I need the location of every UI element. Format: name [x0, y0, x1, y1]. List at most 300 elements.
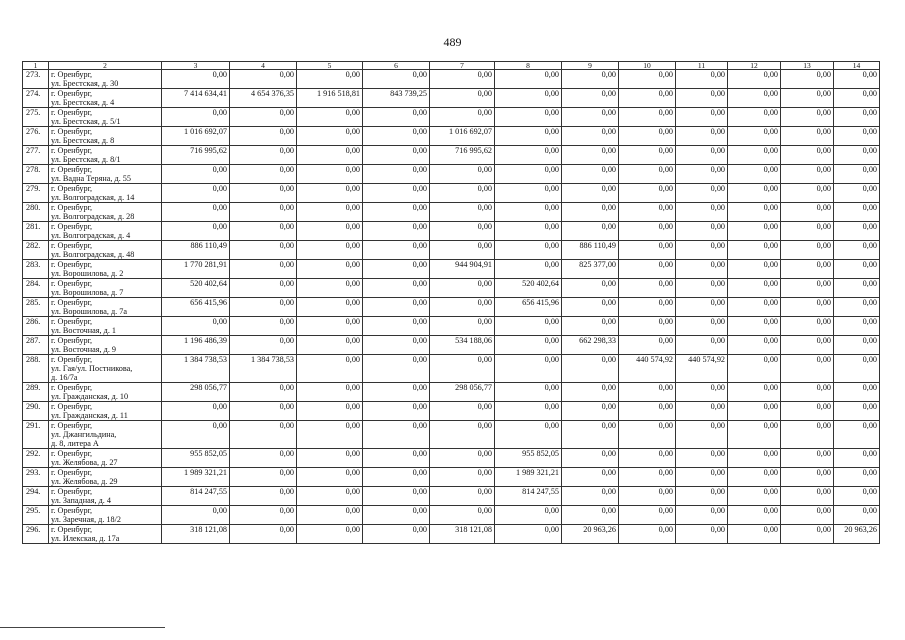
value-cell-col-10: 0,00 [619, 203, 676, 222]
value-cell-col-12: 0,00 [728, 70, 781, 89]
row-number: 278. [23, 165, 49, 184]
column-number-10: 10 [619, 62, 676, 70]
address-line: г. Оренбург, [51, 506, 93, 515]
value-cell-col-6: 0,00 [363, 317, 430, 336]
address-line: ул. Брестская, д. 30 [51, 79, 119, 88]
value-cell-col-11: 440 574,92 [676, 355, 728, 383]
value-cell-col-12: 0,00 [728, 525, 781, 544]
value-cell-col-10: 0,00 [619, 146, 676, 165]
value-cell-col-12: 0,00 [728, 506, 781, 525]
value-cell-col-5: 0,00 [297, 222, 363, 241]
address-line: ул. Восточная, д. 9 [51, 345, 117, 354]
address-cell [49, 89, 162, 108]
value-cell-col-5: 0,00 [297, 317, 363, 336]
value-cell-col-9: 0,00 [562, 222, 619, 241]
value-cell-col-9: 0,00 [562, 184, 619, 203]
value-cell-col-8: 0,00 [495, 402, 562, 421]
value-cell-col-4: 0,00 [230, 146, 297, 165]
address-cell [49, 279, 162, 298]
value-cell-col-13: 0,00 [781, 222, 834, 241]
table-row [23, 146, 880, 165]
value-cell-col-9: 0,00 [562, 89, 619, 108]
value-cell-col-9: 0,00 [562, 468, 619, 487]
address-cell [49, 298, 162, 317]
address-line: г. Оренбург, [51, 279, 93, 288]
address-line: ул. Джангильдина, [51, 430, 117, 439]
value-cell-col-9: 0,00 [562, 506, 619, 525]
value-cell-col-10: 0,00 [619, 487, 676, 506]
value-cell-col-8: 0,00 [495, 146, 562, 165]
value-cell-col-7: 0,00 [430, 355, 495, 383]
value-cell-col-3: 1 016 692,07 [162, 127, 230, 146]
value-cell-col-9: 0,00 [562, 317, 619, 336]
address-cell [49, 402, 162, 421]
value-cell-col-3: 7 414 634,41 [162, 89, 230, 108]
value-cell-col-11: 0,00 [676, 402, 728, 421]
value-cell-col-13: 0,00 [781, 70, 834, 89]
value-cell-col-8: 0,00 [495, 203, 562, 222]
value-cell-col-6: 0,00 [363, 525, 430, 544]
value-cell-col-8: 0,00 [495, 355, 562, 383]
value-cell-col-14: 0,00 [834, 184, 880, 203]
value-cell-col-5: 0,00 [297, 203, 363, 222]
address-line: ул. Вадна Теряна, д. 55 [51, 174, 131, 183]
value-cell-col-7: 0,00 [430, 506, 495, 525]
address-cell [49, 383, 162, 402]
value-cell-col-9: 0,00 [562, 355, 619, 383]
value-cell-col-14: 20 963,26 [834, 525, 880, 544]
row-number: 277. [23, 146, 49, 165]
value-cell-col-4: 0,00 [230, 383, 297, 402]
value-cell-col-13: 0,00 [781, 279, 834, 298]
address-line: ул. Волгоградская, д. 14 [51, 193, 135, 202]
value-cell-col-3: 0,00 [162, 165, 230, 184]
value-cell-col-13: 0,00 [781, 89, 834, 108]
address-cell [49, 165, 162, 184]
value-cell-col-12: 0,00 [728, 108, 781, 127]
value-cell-col-8: 955 852,05 [495, 449, 562, 468]
address-cell [49, 355, 162, 383]
value-cell-col-11: 0,00 [676, 184, 728, 203]
value-cell-col-11: 0,00 [676, 506, 728, 525]
value-cell-col-10: 0,00 [619, 279, 676, 298]
value-cell-col-6: 0,00 [363, 127, 430, 146]
row-number: 289. [23, 383, 49, 402]
value-cell-col-13: 0,00 [781, 355, 834, 383]
value-cell-col-11: 0,00 [676, 127, 728, 146]
value-cell-col-8: 0,00 [495, 260, 562, 279]
value-cell-col-5: 0,00 [297, 108, 363, 127]
address-cell [49, 449, 162, 468]
value-cell-col-13: 0,00 [781, 146, 834, 165]
value-cell-col-12: 0,00 [728, 402, 781, 421]
row-number: 292. [23, 449, 49, 468]
value-cell-col-6: 0,00 [363, 468, 430, 487]
address-line: г. Оренбург, [51, 127, 93, 136]
value-cell-col-8: 0,00 [495, 383, 562, 402]
value-cell-col-11: 0,00 [676, 487, 728, 506]
value-cell-col-6: 0,00 [363, 355, 430, 383]
value-cell-col-4: 0,00 [230, 506, 297, 525]
address-cell [49, 525, 162, 544]
column-number-1: 1 [23, 62, 49, 70]
value-cell-col-14: 0,00 [834, 260, 880, 279]
value-cell-col-11: 0,00 [676, 222, 728, 241]
value-cell-col-11: 0,00 [676, 449, 728, 468]
value-cell-col-9: 0,00 [562, 146, 619, 165]
value-cell-col-4: 4 654 376,35 [230, 89, 297, 108]
address-line: г. Оренбург, [51, 146, 93, 155]
value-cell-col-4: 0,00 [230, 468, 297, 487]
row-number: 283. [23, 260, 49, 279]
value-cell-col-9: 0,00 [562, 203, 619, 222]
value-cell-col-4: 0,00 [230, 525, 297, 544]
value-cell-col-3: 955 852,05 [162, 449, 230, 468]
address-line: ул. Гражданская, д. 11 [51, 411, 128, 420]
address-cell [49, 421, 162, 449]
value-cell-col-4: 0,00 [230, 184, 297, 203]
value-cell-col-10: 0,00 [619, 506, 676, 525]
table-row [23, 317, 880, 336]
address-line: ул. Западная, д. 4 [51, 496, 111, 505]
value-cell-col-4: 0,00 [230, 222, 297, 241]
address-line: г. Оренбург, [51, 355, 93, 364]
value-cell-col-4: 0,00 [230, 241, 297, 260]
value-cell-col-13: 0,00 [781, 127, 834, 146]
value-cell-col-10: 0,00 [619, 108, 676, 127]
value-cell-col-10: 0,00 [619, 317, 676, 336]
value-cell-col-5: 1 916 518,81 [297, 89, 363, 108]
value-cell-col-3: 0,00 [162, 184, 230, 203]
value-cell-col-10: 0,00 [619, 525, 676, 544]
value-cell-col-8: 656 415,96 [495, 298, 562, 317]
value-cell-col-13: 0,00 [781, 184, 834, 203]
value-cell-col-4: 0,00 [230, 260, 297, 279]
value-cell-col-9: 0,00 [562, 487, 619, 506]
value-cell-col-6: 0,00 [363, 487, 430, 506]
table-row [23, 355, 880, 383]
footnote-rule [0, 627, 165, 628]
value-cell-col-5: 0,00 [297, 260, 363, 279]
address-line: г. Оренбург, [51, 184, 93, 193]
row-number: 275. [23, 108, 49, 127]
row-number: 281. [23, 222, 49, 241]
value-cell-col-3: 814 247,55 [162, 487, 230, 506]
value-cell-col-11: 0,00 [676, 383, 728, 402]
value-cell-col-14: 0,00 [834, 421, 880, 449]
value-cell-col-10: 0,00 [619, 127, 676, 146]
value-cell-col-11: 0,00 [676, 336, 728, 355]
row-number: 276. [23, 127, 49, 146]
value-cell-col-5: 0,00 [297, 383, 363, 402]
value-cell-col-13: 0,00 [781, 241, 834, 260]
value-cell-col-7: 0,00 [430, 184, 495, 203]
table-row [23, 402, 880, 421]
address-cell [49, 222, 162, 241]
table-row [23, 260, 880, 279]
value-cell-col-10: 0,00 [619, 468, 676, 487]
column-number-6: 6 [363, 62, 430, 70]
value-cell-col-8: 0,00 [495, 108, 562, 127]
value-cell-col-3: 1 384 738,53 [162, 355, 230, 383]
address-cell [49, 70, 162, 89]
value-cell-col-3: 0,00 [162, 506, 230, 525]
column-number-12: 12 [728, 62, 781, 70]
value-cell-col-12: 0,00 [728, 146, 781, 165]
address-cell [49, 241, 162, 260]
value-cell-col-5: 0,00 [297, 336, 363, 355]
address-cell [49, 260, 162, 279]
value-cell-col-4: 0,00 [230, 336, 297, 355]
value-cell-col-3: 298 056,77 [162, 383, 230, 402]
column-number-8: 8 [495, 62, 562, 70]
value-cell-col-12: 0,00 [728, 127, 781, 146]
value-cell-col-13: 0,00 [781, 260, 834, 279]
value-cell-col-9: 0,00 [562, 449, 619, 468]
table-row [23, 89, 880, 108]
value-cell-col-8: 0,00 [495, 222, 562, 241]
value-cell-col-6: 0,00 [363, 184, 430, 203]
address-cell [49, 487, 162, 506]
column-number-2: 2 [49, 62, 162, 70]
address-line: г. Оренбург, [51, 260, 93, 269]
table-row [23, 184, 880, 203]
address-line: г. Оренбург, [51, 317, 93, 326]
value-cell-col-4: 1 384 738,53 [230, 355, 297, 383]
value-cell-col-7: 944 904,91 [430, 260, 495, 279]
value-cell-col-11: 0,00 [676, 317, 728, 336]
value-cell-col-5: 0,00 [297, 165, 363, 184]
value-cell-col-11: 0,00 [676, 108, 728, 127]
value-cell-col-6: 0,00 [363, 260, 430, 279]
address-line: г. Оренбург, [51, 70, 93, 79]
address-line: ул. Ворошилова, д. 7а [51, 307, 127, 316]
value-cell-col-7: 298 056,77 [430, 383, 495, 402]
row-number: 286. [23, 317, 49, 336]
address-line: г. Оренбург, [51, 421, 93, 430]
value-cell-col-4: 0,00 [230, 487, 297, 506]
address-cell [49, 146, 162, 165]
value-cell-col-7: 0,00 [430, 317, 495, 336]
value-cell-col-8: 0,00 [495, 127, 562, 146]
value-cell-col-7: 1 016 692,07 [430, 127, 495, 146]
row-number: 282. [23, 241, 49, 260]
address-line: г. Оренбург, [51, 203, 93, 212]
value-cell-col-14: 0,00 [834, 449, 880, 468]
value-cell-col-6: 0,00 [363, 402, 430, 421]
value-cell-col-6: 0,00 [363, 165, 430, 184]
value-cell-col-9: 0,00 [562, 298, 619, 317]
value-cell-col-6: 0,00 [363, 146, 430, 165]
value-cell-col-11: 0,00 [676, 525, 728, 544]
value-cell-col-10: 0,00 [619, 383, 676, 402]
address-cell [49, 336, 162, 355]
value-cell-col-6: 0,00 [363, 108, 430, 127]
value-cell-col-12: 0,00 [728, 298, 781, 317]
row-number: 296. [23, 525, 49, 544]
row-number: 274. [23, 89, 49, 108]
value-cell-col-10: 0,00 [619, 260, 676, 279]
value-cell-col-4: 0,00 [230, 449, 297, 468]
value-cell-col-12: 0,00 [728, 487, 781, 506]
value-cell-col-14: 0,00 [834, 89, 880, 108]
address-line: д. 16/7а [51, 373, 78, 382]
value-cell-col-11: 0,00 [676, 70, 728, 89]
table-row [23, 203, 880, 222]
table-row [23, 165, 880, 184]
column-number-9: 9 [562, 62, 619, 70]
value-cell-col-7: 0,00 [430, 108, 495, 127]
value-cell-col-6: 0,00 [363, 298, 430, 317]
value-cell-col-11: 0,00 [676, 165, 728, 184]
address-line: ул. Ворошилова, д. 7 [51, 288, 124, 297]
value-cell-col-14: 0,00 [834, 468, 880, 487]
value-cell-col-7: 0,00 [430, 298, 495, 317]
value-cell-col-7: 534 188,06 [430, 336, 495, 355]
address-line: ул. Брестская, д. 5/1 [51, 117, 121, 126]
value-cell-col-13: 0,00 [781, 506, 834, 525]
address-line: ул. Илекская, д. 17а [51, 534, 120, 543]
value-cell-col-6: 0,00 [363, 222, 430, 241]
value-cell-col-8: 0,00 [495, 89, 562, 108]
value-cell-col-8: 0,00 [495, 336, 562, 355]
value-cell-col-7: 0,00 [430, 279, 495, 298]
value-cell-col-3: 656 415,96 [162, 298, 230, 317]
value-cell-col-5: 0,00 [297, 298, 363, 317]
address-line: г. Оренбург, [51, 108, 93, 117]
value-cell-col-5: 0,00 [297, 127, 363, 146]
value-cell-col-6: 0,00 [363, 70, 430, 89]
value-cell-col-12: 0,00 [728, 165, 781, 184]
address-line: ул. Гражданская, д. 10 [51, 392, 129, 401]
value-cell-col-14: 0,00 [834, 70, 880, 89]
value-cell-col-5: 0,00 [297, 279, 363, 298]
value-cell-col-7: 716 995,62 [430, 146, 495, 165]
value-cell-col-10: 0,00 [619, 449, 676, 468]
value-cell-col-4: 0,00 [230, 165, 297, 184]
value-cell-col-5: 0,00 [297, 449, 363, 468]
value-cell-col-9: 0,00 [562, 165, 619, 184]
value-cell-col-13: 0,00 [781, 298, 834, 317]
value-cell-col-4: 0,00 [230, 402, 297, 421]
table-row [23, 468, 880, 487]
address-cell [49, 468, 162, 487]
value-cell-col-5: 0,00 [297, 355, 363, 383]
value-cell-col-11: 0,00 [676, 241, 728, 260]
address-line: г. Оренбург, [51, 241, 93, 250]
value-cell-col-11: 0,00 [676, 298, 728, 317]
value-cell-col-6: 0,00 [363, 421, 430, 449]
table-row [23, 383, 880, 402]
address-line: ул. Гая/ул. Постникова, [51, 364, 133, 373]
value-cell-col-5: 0,00 [297, 525, 363, 544]
row-number: 279. [23, 184, 49, 203]
value-cell-col-12: 0,00 [728, 203, 781, 222]
value-cell-col-7: 0,00 [430, 402, 495, 421]
value-cell-col-4: 0,00 [230, 298, 297, 317]
address-cell [49, 506, 162, 525]
address-line: ул. Волгоградская, д. 48 [51, 250, 135, 259]
value-cell-col-12: 0,00 [728, 449, 781, 468]
value-cell-col-13: 0,00 [781, 336, 834, 355]
address-line: ул. Ворошилова, д. 2 [51, 269, 124, 278]
address-line: г. Оренбург, [51, 468, 93, 477]
value-cell-col-5: 0,00 [297, 146, 363, 165]
value-cell-col-3: 1 989 321,21 [162, 468, 230, 487]
value-cell-col-14: 0,00 [834, 279, 880, 298]
row-number: 287. [23, 336, 49, 355]
value-cell-col-3: 0,00 [162, 203, 230, 222]
value-cell-col-7: 318 121,08 [430, 525, 495, 544]
value-cell-col-13: 0,00 [781, 383, 834, 402]
value-cell-col-4: 0,00 [230, 70, 297, 89]
value-cell-col-4: 0,00 [230, 108, 297, 127]
value-cell-col-7: 0,00 [430, 487, 495, 506]
column-number-7: 7 [430, 62, 495, 70]
value-cell-col-12: 0,00 [728, 336, 781, 355]
value-cell-col-14: 0,00 [834, 108, 880, 127]
value-cell-col-10: 0,00 [619, 421, 676, 449]
address-line: д. 8, литера А [51, 439, 99, 448]
value-cell-col-5: 0,00 [297, 468, 363, 487]
value-cell-col-8: 0,00 [495, 421, 562, 449]
value-cell-col-13: 0,00 [781, 203, 834, 222]
value-cell-col-11: 0,00 [676, 203, 728, 222]
value-cell-col-5: 0,00 [297, 70, 363, 89]
value-cell-col-13: 0,00 [781, 487, 834, 506]
row-number: 291. [23, 421, 49, 449]
row-number: 285. [23, 298, 49, 317]
address-line: г. Оренбург, [51, 336, 93, 345]
address-cell [49, 203, 162, 222]
address-line: ул. Волгоградская, д. 28 [51, 212, 135, 221]
address-line: ул. Брестская, д. 8 [51, 136, 115, 145]
table-row [23, 298, 880, 317]
value-cell-col-5: 0,00 [297, 184, 363, 203]
value-cell-col-14: 0,00 [834, 241, 880, 260]
table-row [23, 241, 880, 260]
value-cell-col-3: 0,00 [162, 108, 230, 127]
table-row [23, 222, 880, 241]
value-cell-col-10: 0,00 [619, 241, 676, 260]
table-row [23, 525, 880, 544]
row-number: 295. [23, 506, 49, 525]
value-cell-col-12: 0,00 [728, 184, 781, 203]
address-line: г. Оренбург, [51, 383, 93, 392]
column-number-3: 3 [162, 62, 230, 70]
value-cell-col-9: 0,00 [562, 421, 619, 449]
row-number: 273. [23, 70, 49, 89]
table-body [23, 70, 880, 544]
value-cell-col-12: 0,00 [728, 383, 781, 402]
value-cell-col-8: 0,00 [495, 506, 562, 525]
value-cell-col-8: 520 402,64 [495, 279, 562, 298]
address-line: ул. Волгоградская, д. 4 [51, 231, 131, 240]
value-cell-col-3: 0,00 [162, 222, 230, 241]
value-cell-col-6: 0,00 [363, 241, 430, 260]
value-cell-col-13: 0,00 [781, 317, 834, 336]
value-cell-col-8: 0,00 [495, 184, 562, 203]
value-cell-col-6: 0,00 [363, 506, 430, 525]
address-line: г. Оренбург, [51, 89, 93, 98]
value-cell-col-9: 0,00 [562, 108, 619, 127]
value-cell-col-5: 0,00 [297, 421, 363, 449]
address-line: г. Оренбург, [51, 165, 93, 174]
value-cell-col-9: 0,00 [562, 127, 619, 146]
table-row [23, 421, 880, 449]
value-cell-col-8: 1 989 321,21 [495, 468, 562, 487]
value-cell-col-12: 0,00 [728, 279, 781, 298]
